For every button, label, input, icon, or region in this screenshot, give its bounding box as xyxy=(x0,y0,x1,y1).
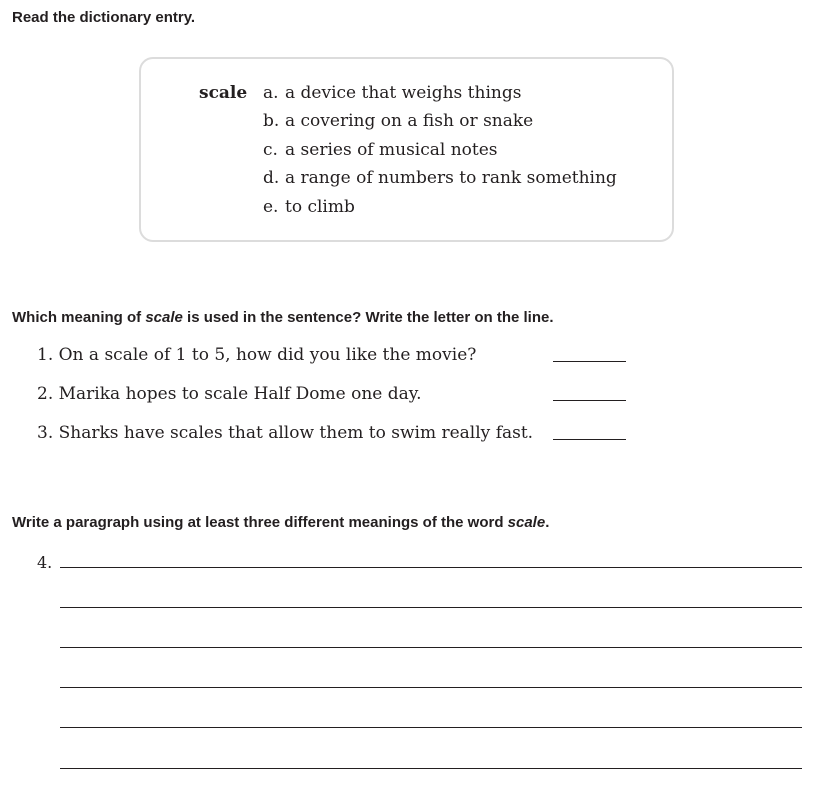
answer-line-1[interactable] xyxy=(553,361,626,362)
meaning-instruction-prefix: Which meaning of xyxy=(12,309,146,326)
entry-headword: scale xyxy=(199,83,248,103)
meaning-instruction-suffix: is used in the sentence? Write the letter on the line. xyxy=(182,309,554,326)
answer-line-3[interactable] xyxy=(553,439,626,440)
paragraph-instruction-prefix: Write a paragraph using at least three different meanings of the word xyxy=(12,514,508,531)
paragraph-writing-line[interactable] xyxy=(60,567,802,568)
paragraph-writing-line[interactable] xyxy=(60,647,802,648)
meaning-instruction xyxy=(12,309,554,326)
read-entry-instruction-text: Read the dictionary entry. xyxy=(12,9,196,26)
question-1: 1. On a scale of 1 to 5, how did you like the movie? xyxy=(37,345,477,365)
definition-text: to climb xyxy=(285,197,355,217)
question-3: 3. Sharks have scales that allow them to swim really fast. xyxy=(37,423,534,443)
meaning-instruction-keyword: scale xyxy=(145,309,183,326)
definition-b xyxy=(263,111,533,131)
definition-letter: b. xyxy=(263,111,280,131)
paragraph-number: 4. xyxy=(37,553,53,572)
definition-letter: e. xyxy=(263,197,279,217)
paragraph-writing-line[interactable] xyxy=(60,727,802,728)
read-entry-instruction xyxy=(12,9,195,26)
paragraph-writing-line[interactable] xyxy=(60,768,802,769)
definition-a xyxy=(263,83,521,103)
paragraph-writing-line[interactable] xyxy=(60,687,802,688)
definition-d xyxy=(263,168,617,188)
question-2: 2. Marika hopes to scale Half Dome one day. xyxy=(37,384,422,404)
definition-text: a covering on a fish or snake xyxy=(285,111,534,131)
definition-c xyxy=(263,140,498,160)
definition-letter: a. xyxy=(263,83,279,103)
answer-line-2[interactable] xyxy=(553,400,626,401)
paragraph-instruction-keyword: scale xyxy=(507,514,546,531)
definition-e xyxy=(263,197,355,217)
definition-text: a device that weighs things xyxy=(285,83,522,103)
definition-letter: d. xyxy=(263,168,280,188)
paragraph-instruction xyxy=(12,514,549,531)
definition-letter: c. xyxy=(263,140,278,160)
paragraph-instruction-suffix: . xyxy=(545,514,550,531)
definition-text: a series of musical notes xyxy=(285,140,498,160)
definition-text: a range of numbers to rank something xyxy=(285,168,617,188)
paragraph-writing-line[interactable] xyxy=(60,607,802,608)
